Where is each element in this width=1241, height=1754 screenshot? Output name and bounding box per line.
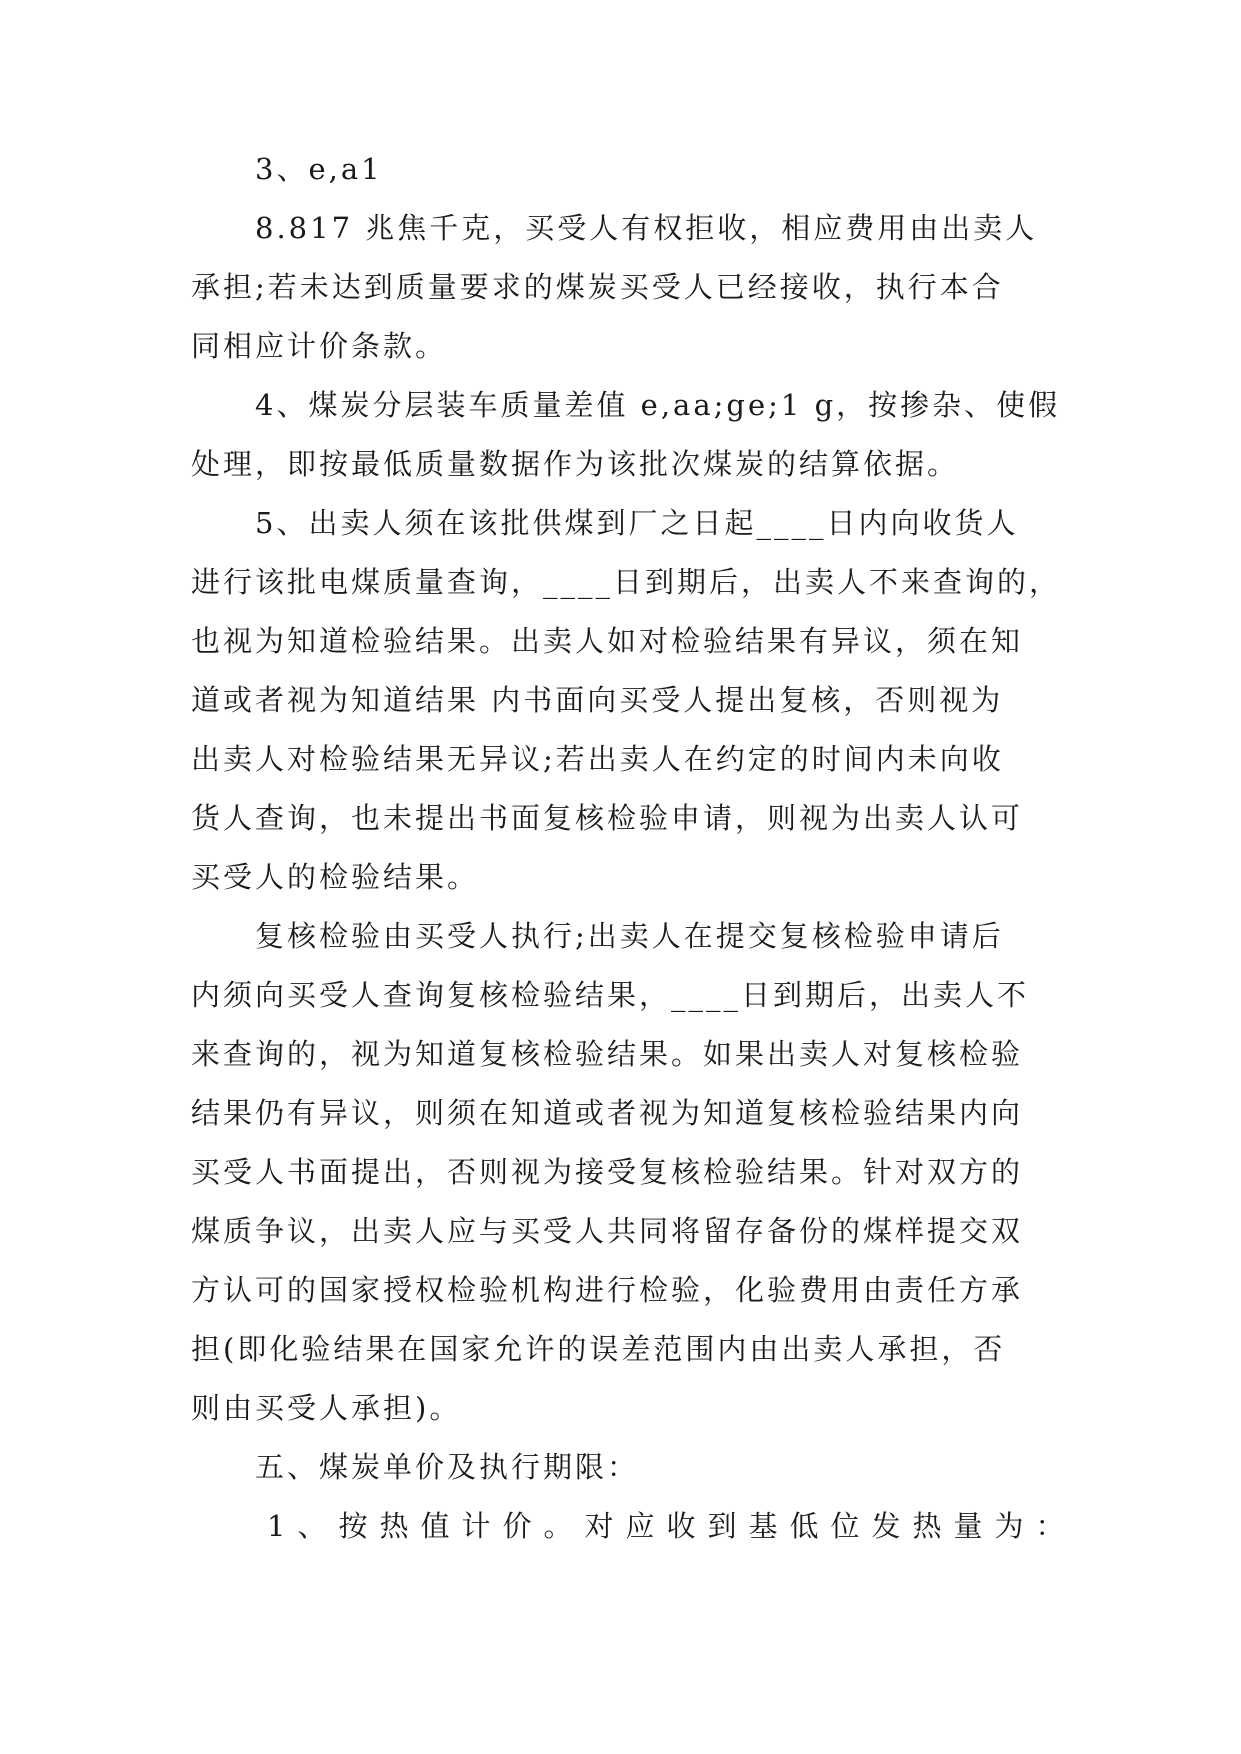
text-line: 道或者视为知道结果 内书面向买受人提出复核，否则视为 — [191, 683, 1004, 717]
text-line: 方认可的国家授权检验机构进行检验，化验费用由责任方承 — [191, 1273, 1024, 1307]
text-line: 承担;若未达到质量要求的煤炭买受人已经接收，执行本合 — [191, 270, 1004, 304]
text-line: 进行该批电煤质量查询，____日到期后，出卖人不来查询的， — [191, 565, 1062, 599]
document-body — [191, 140, 1077, 1556]
text-line: 煤质争议，出卖人应与买受人共同将留存备份的煤样提交双 — [191, 1214, 1024, 1248]
text-line: 买受人的检验结果。 — [191, 860, 480, 894]
text-line: 结果仍有异议，则须在知道或者视为知道复核检验结果内向 — [191, 1096, 1024, 1130]
text-line: 同相应计价条款。 — [191, 329, 448, 363]
text-line: 复核检验由买受人执行;出卖人在提交复核检验申请后 — [255, 919, 1004, 953]
text-line: 担(即化验结果在国家允许的误差范围内由出卖人承担，否 — [191, 1332, 1006, 1366]
text-line: 则由买受人承担)。 — [191, 1391, 462, 1425]
text-line: 4、煤炭分层装车质量差值 e,aa;ge;1 g，按掺杂、使假 — [255, 388, 1061, 422]
text-line: 5、出卖人须在该批供煤到厂之日起____日内向收货人 — [255, 506, 1019, 540]
text-line: 出卖人对检验结果无异议;若出卖人在约定的时间内未向收 — [191, 742, 1004, 776]
text-line: 8.817 兆焦千克，买受人有权拒收，相应费用由出卖人 — [255, 211, 1038, 245]
text-line: 处理，即按最低质量数据作为该批次煤炭的结算依据。 — [191, 447, 960, 481]
text-line: 内须向买受人查询复核检验结果，____日到期后，出卖人不 — [191, 978, 1030, 1012]
section-heading: 五、煤炭单价及执行期限： — [255, 1450, 640, 1484]
text-line: 3、e,a1 — [255, 152, 383, 186]
text-line: 也视为知道检验结果。出卖人如对检验结果有异议，须在知 — [191, 624, 1024, 658]
text-line: 货人查询，也未提出书面复核检验申请，则视为出卖人认可 — [191, 801, 1024, 835]
text-line: 1、按热值计价。对应收到基低位发热量为： — [267, 1509, 1077, 1543]
text-line: 买受人书面提出，否则视为接受复核检验结果。针对双方的 — [191, 1155, 1024, 1189]
text-line: 来查询的，视为知道复核检验结果。如果出卖人对复核检验 — [191, 1037, 1024, 1071]
